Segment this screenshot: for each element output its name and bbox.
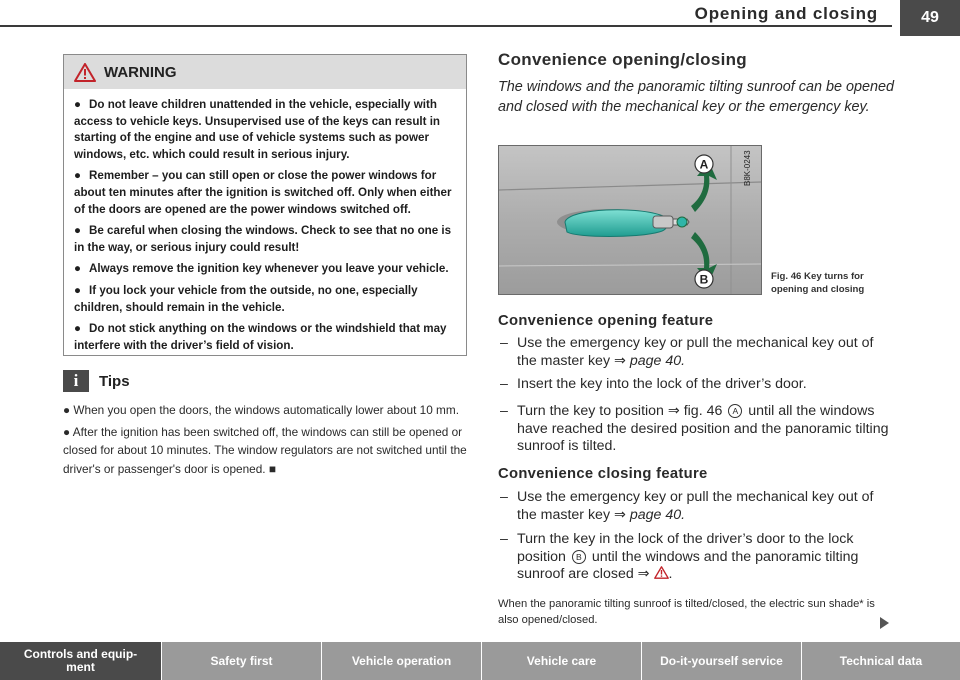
step-end: . (668, 566, 673, 583)
page-section-title: Opening and closing (694, 4, 878, 23)
warning-triangle-icon (74, 63, 96, 82)
tab-do-it-yourself-service[interactable]: Do-it-yourself service (642, 642, 802, 680)
page-number: 49 (900, 0, 960, 36)
warning-title: WARNING (104, 63, 177, 81)
position-a-label: A (699, 157, 709, 172)
warning-item-text: Always remove the ignition key whenever you leave your vehicle. (89, 262, 449, 276)
step-text: Turn the key to position ⇒ fig. 46 (517, 403, 723, 419)
warning-item (74, 97, 456, 163)
position-b-circle: B (572, 550, 586, 564)
section-intro: The windows and the panoramic tilting sunroof can be opened and closed with the mechanical key or the emergency key. (498, 79, 894, 115)
closing-step (498, 489, 893, 524)
warning-item (74, 261, 456, 278)
bullet-icon: ● (74, 98, 82, 111)
warning-item (74, 223, 456, 256)
warning-ref-icon[interactable] (654, 566, 669, 579)
tips-title: Tips (99, 372, 130, 390)
footer-nav (0, 642, 960, 680)
warning-item-text: Be careful when closing the windows. Check to see that no one is in the way, or serious injury could result! (74, 224, 452, 254)
info-icon: i (63, 370, 89, 392)
bullet-icon: ● (74, 169, 82, 183)
section-title: Convenience opening/closing (498, 50, 747, 69)
page-reference-link[interactable]: ⇒ page 40. (614, 352, 686, 369)
tab-vehicle-operation[interactable]: Vehicle operation (322, 642, 482, 680)
tip-item: ● After the ignition has been switched off, the windows can still be opened or closed for about 10 minutes. The window regulators are not switched until the driver's or passenger's door is opened. ■ (63, 425, 467, 476)
warning-item-text: Remember – you can still open or close the power windows for about ten minutes after the ignition is switched off. Only when either of the doors are opened are the power windows switched off. (74, 169, 452, 216)
dash-bullet: – (500, 489, 508, 505)
page-reference-link[interactable]: ⇒ page 40. (614, 506, 686, 523)
tips-body (63, 401, 467, 482)
bullet-icon: ● (74, 262, 82, 276)
tab-technical-data[interactable]: Technical data (802, 642, 960, 680)
opening-subtitle: Convenience opening feature (498, 313, 714, 329)
warning-list (64, 89, 466, 354)
step-text: Turn the key in the lock of the driver’s door to the lock position (517, 531, 854, 565)
sunshade-note: When the panoramic tilting sunroof is tilted/closed, the electric sun shade* is also opened/closed. (498, 598, 875, 627)
step-text: until the windows and the panoramic tilting sunroof are closed ⇒ (517, 548, 859, 583)
bullet-icon: ● (74, 283, 82, 297)
warning-item (74, 168, 456, 218)
warning-item (74, 283, 456, 316)
warning-item-text: If you lock your vehicle from the outside, no one, especially children, should remain in the vehicle. (74, 283, 418, 314)
step-text: Use the emergency key or pull the mechanical key out of the master key (517, 335, 874, 369)
header-rule (0, 25, 892, 27)
bullet-icon: ● (74, 322, 82, 336)
closing-step (498, 531, 893, 584)
opening-step (498, 335, 893, 370)
tip-item: ● When you open the doors, the windows automatically lower about 10 mm. (63, 403, 459, 417)
warning-header (64, 55, 466, 89)
door-handle-illustration (499, 146, 761, 294)
step-text: Use the emergency key or pull the mechanical key out of the master key (517, 489, 874, 523)
bullet-icon: ● (74, 224, 82, 238)
figure-caption: Fig. 46 Key turns for opening and closing (771, 271, 865, 295)
continue-arrow-icon (880, 617, 889, 629)
tips-header (63, 370, 130, 392)
dash-bullet: – (500, 531, 508, 547)
step-text: Insert the key into the lock of the driver’s door. (517, 376, 807, 392)
tab-controls-and-equipment[interactable]: Controls and equip- ment (0, 642, 162, 680)
position-a-circle: A (728, 404, 742, 418)
opening-step (498, 376, 893, 394)
end-mark: ■ (268, 461, 276, 476)
tab-vehicle-care[interactable]: Vehicle care (482, 642, 642, 680)
warning-item (74, 321, 456, 354)
warning-item-text: Do not stick anything on the windows or the windshield that may interfere with the driver’s field of vision. (74, 322, 447, 352)
dash-bullet: – (500, 376, 508, 392)
closing-subtitle: Convenience closing feature (498, 466, 708, 482)
step-text: until all the windows have reached the desired position and the panoramic tilting sunroof is tilted. (517, 403, 889, 455)
dash-bullet: – (500, 403, 508, 419)
figure-code: B8K-0243 (743, 150, 752, 186)
opening-step (498, 403, 893, 456)
key-turn-figure (498, 145, 762, 295)
tip-text: After the ignition has been switched off, the windows can still be opened or closed for about 10 minutes. The window regulators are not switched until the driver's or passenger's door is opened. (63, 425, 467, 476)
tip-text: When you open the doors, the windows automatically lower about 10 mm. (73, 403, 459, 417)
tab-safety-first[interactable]: Safety first (162, 642, 322, 680)
key-icon (677, 217, 687, 227)
dash-bullet: – (500, 335, 508, 351)
position-b-label: B (699, 272, 709, 287)
warning-item-text: Do not leave children unattended in the vehicle, especially with access to vehicle keys. Unsupervised use of the keys can result in starting of the engine and use of vehicle systems such as power windows, etc. which could result in serious injury. (74, 98, 441, 161)
warning-box (63, 54, 467, 356)
